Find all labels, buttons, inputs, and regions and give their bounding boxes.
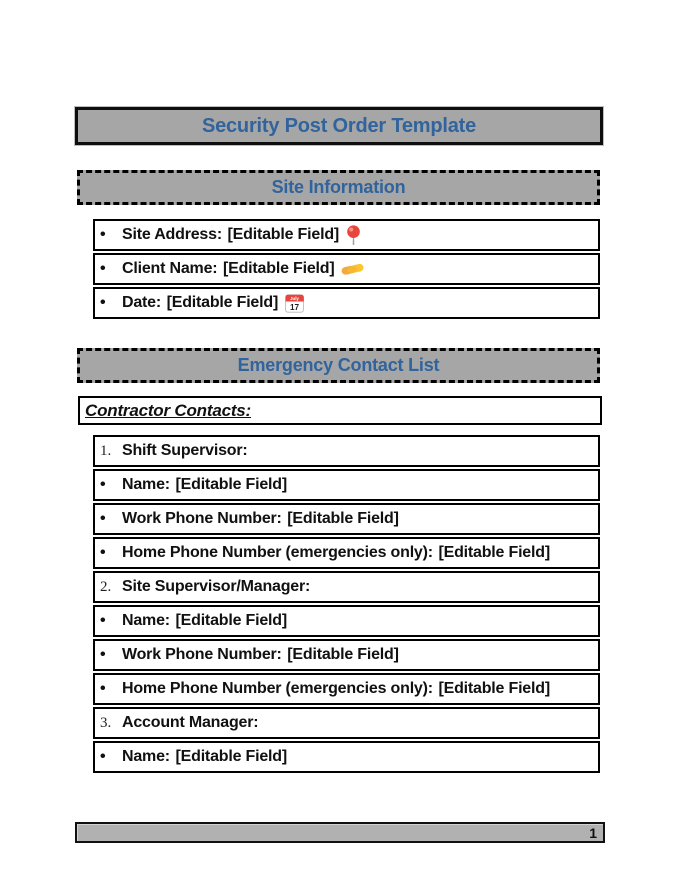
field-label: Name: xyxy=(122,476,170,493)
page-number: 1 xyxy=(589,824,597,841)
table-row xyxy=(93,605,600,637)
editable-field[interactable]: [Editable Field] xyxy=(175,612,287,629)
table-row xyxy=(93,741,600,773)
editable-field[interactable]: [Editable Field] xyxy=(438,680,550,697)
editable-field[interactable]: [Editable Field] xyxy=(227,226,340,243)
section-header-site-information xyxy=(77,170,600,205)
field-label: Date: xyxy=(122,294,162,311)
field-label: Work Phone Number: xyxy=(122,646,282,663)
handshake-icon xyxy=(341,262,364,276)
contractor-contacts-table xyxy=(93,435,600,775)
editable-field[interactable]: [Editable Field] xyxy=(287,646,399,663)
bullet-marker: • xyxy=(100,680,106,697)
table-row xyxy=(93,537,600,569)
contractor-contacts-heading xyxy=(78,396,602,425)
footer-bar xyxy=(75,822,605,843)
bullet-marker: • xyxy=(100,544,106,561)
table-row xyxy=(93,571,600,603)
calendar-day-label: 17 xyxy=(290,302,300,312)
table-row xyxy=(93,435,600,467)
list-item xyxy=(93,253,600,285)
table-row xyxy=(93,673,600,705)
field-label: Client Name: xyxy=(122,260,218,277)
subheading-label: Contractor Contacts: xyxy=(85,400,252,420)
editable-field[interactable]: [Editable Field] xyxy=(166,294,279,311)
number-marker: 1. xyxy=(100,442,112,459)
contact-role-title: Site Supervisor/Manager: xyxy=(122,578,311,595)
bullet-marker: • xyxy=(100,260,106,277)
editable-field[interactable]: [Editable Field] xyxy=(438,544,550,561)
section-header-label: Site Information xyxy=(271,177,406,197)
table-row xyxy=(93,639,600,671)
section-header-emergency-contact-list xyxy=(77,348,600,383)
list-item xyxy=(93,287,600,319)
editable-field[interactable]: [Editable Field] xyxy=(223,260,335,277)
number-marker: 2. xyxy=(100,578,112,595)
bullet-marker: • xyxy=(100,646,106,663)
number-marker: 3. xyxy=(100,714,112,731)
bullet-marker: • xyxy=(100,612,106,629)
field-label: Home Phone Number (emergencies only): xyxy=(122,544,433,561)
table-row xyxy=(93,469,600,501)
section-header-label: Emergency Contact List xyxy=(237,355,440,375)
table-row xyxy=(93,503,600,535)
contact-role-title: Shift Supervisor: xyxy=(122,442,248,459)
bullet-marker: • xyxy=(100,476,106,493)
bullet-marker: • xyxy=(100,226,106,243)
field-label: Name: xyxy=(122,612,170,629)
contact-role-title: Account Manager: xyxy=(122,714,259,731)
site-information-list xyxy=(93,219,600,321)
field-label: Work Phone Number: xyxy=(122,510,282,527)
bullet-marker: • xyxy=(100,748,106,765)
bullet-marker: • xyxy=(100,510,106,527)
editable-field[interactable]: [Editable Field] xyxy=(175,748,287,765)
editable-field[interactable]: [Editable Field] xyxy=(287,510,399,527)
calendar-month-label: July xyxy=(290,295,299,301)
bullet-marker: • xyxy=(100,294,106,311)
field-label: Name: xyxy=(122,748,170,765)
page-title: Security Post Order Template xyxy=(201,114,477,137)
list-item xyxy=(93,219,600,251)
editable-field[interactable]: [Editable Field] xyxy=(175,476,287,493)
round-pushpin-icon xyxy=(346,225,361,246)
table-row xyxy=(93,707,600,739)
field-label: Site Address: xyxy=(122,226,222,243)
calendar-icon xyxy=(285,294,304,313)
field-label: Home Phone Number (emergencies only): xyxy=(122,680,433,697)
title-bar xyxy=(75,107,603,145)
